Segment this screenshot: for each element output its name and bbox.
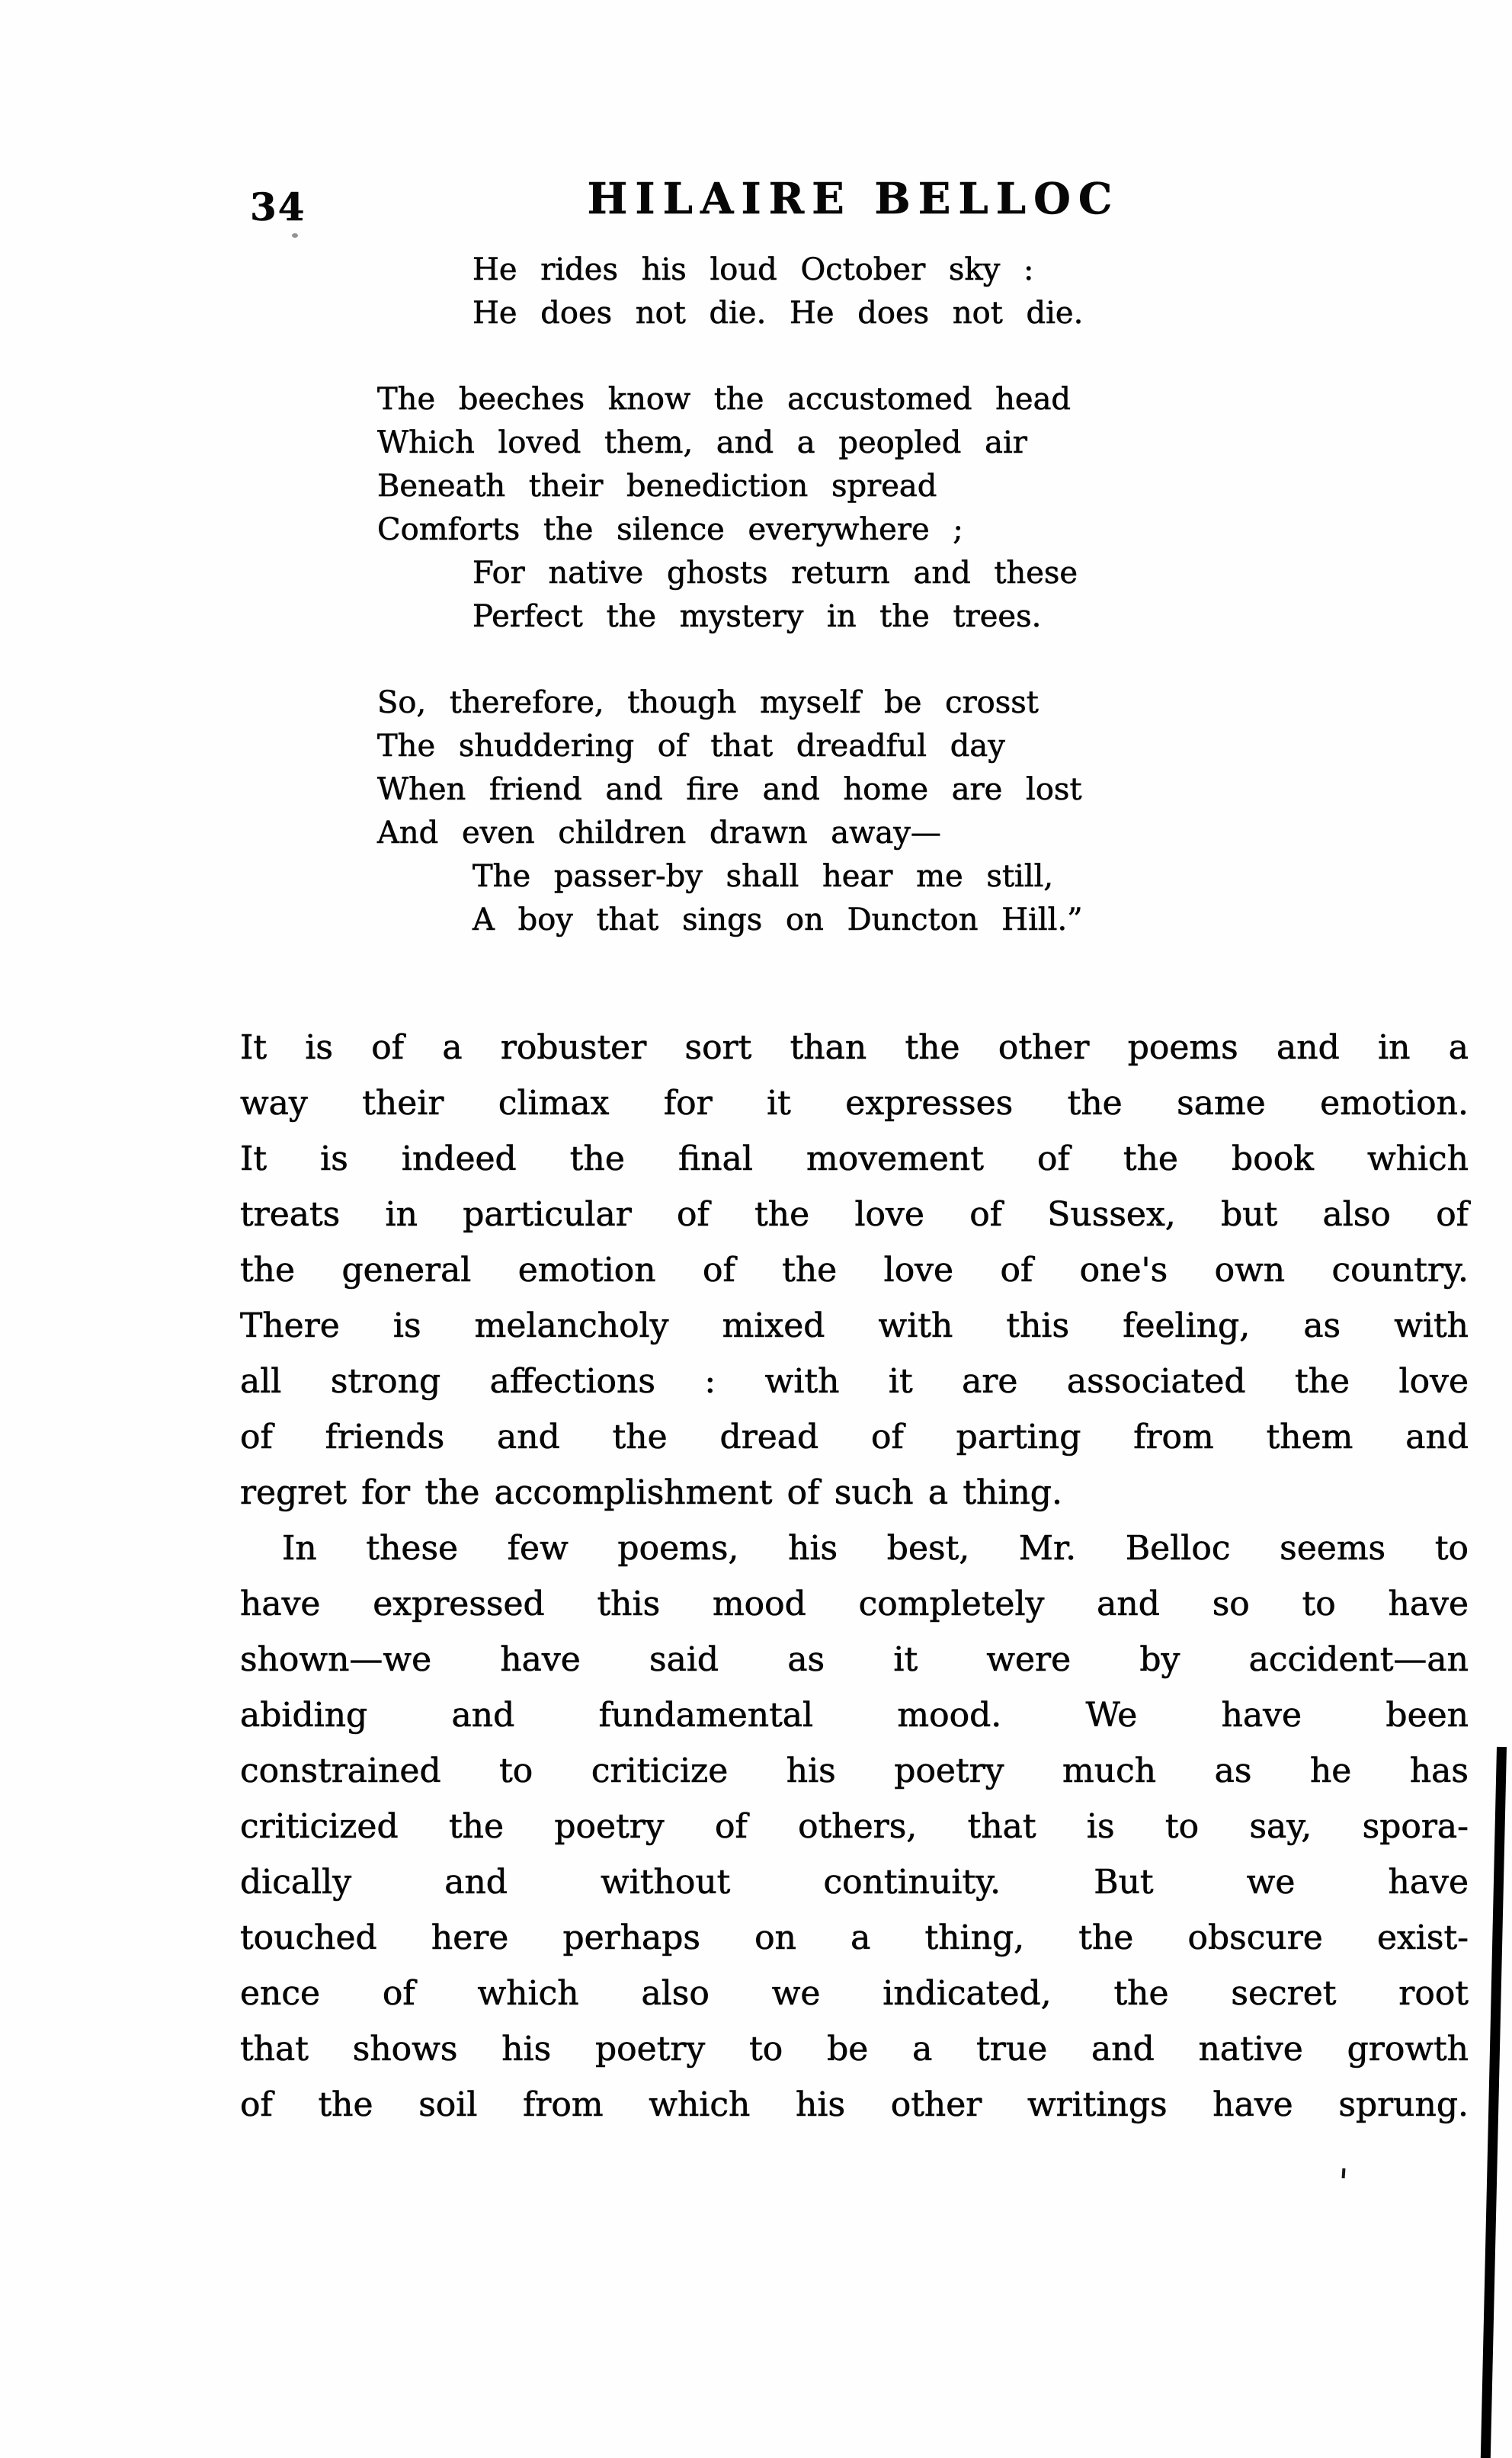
prose-line: There is melancholy mixed with this feeling, as with xyxy=(240,1306,1469,1345)
poem-line: A boy that sings on Duncton Hill.” xyxy=(472,902,1083,937)
poem-line: When friend and fire and home are lost xyxy=(377,772,1082,807)
prose-line: In these few poems, his best, Mr. Belloc seems to xyxy=(282,1529,1469,1568)
prose-line: criticized the poetry of others, that is to say, spora- xyxy=(240,1807,1469,1846)
poem-stanza xyxy=(377,378,1292,639)
prose-line: treats in particular of the love of Sussex, but also of xyxy=(240,1195,1469,1234)
prose-line: way their climax for it expresses the same emotion. xyxy=(240,1084,1469,1123)
poem-stanza xyxy=(377,248,1292,335)
poem-line: Perfect the mystery in the trees. xyxy=(472,599,1042,634)
prose-line: It is indeed the final movement of the book which xyxy=(240,1139,1469,1178)
poem-line: For native ghosts return and these xyxy=(472,556,1078,591)
poem-block xyxy=(377,248,1292,942)
prose-line: dically and without continuity. But we have xyxy=(240,1863,1469,1902)
poem-line: He rides his loud October sky : xyxy=(472,252,1034,287)
poem-line: Comforts the silence everywhere ; xyxy=(377,512,963,547)
prose-line: of the soil from which his other writings have sprung. xyxy=(240,2085,1469,2124)
prose-line: ence of which also we indicated, the secret root xyxy=(240,1974,1469,2013)
prose-line: all strong affections : with it are associated the love xyxy=(240,1362,1469,1401)
prose-line: of friends and the dread of parting from them and xyxy=(240,1418,1469,1457)
poem-line: Beneath their benediction spread xyxy=(377,469,937,504)
poem-stanza xyxy=(377,681,1292,942)
scan-page-edge-line xyxy=(1480,1747,1507,2458)
prose-line: constrained to criticize his poetry much as he has xyxy=(240,1751,1469,1790)
prose-line: touched here perhaps on a thing, the obscure exist- xyxy=(240,1918,1469,1957)
poem-line: The beeches know the accustomed head xyxy=(377,382,1072,417)
prose-line: It is of a robuster sort than the other poems and in a xyxy=(240,1028,1469,1067)
poem-line: So, therefore, though myself be crosst xyxy=(377,685,1039,720)
scan-speck xyxy=(292,233,298,238)
poem-line: He does not die. He does not die. xyxy=(472,296,1084,331)
prose-block xyxy=(240,1020,1469,2133)
scan-speck xyxy=(1342,2168,1346,2178)
prose-line: abiding and fundamental mood. We have been xyxy=(240,1696,1469,1735)
poem-line: The shuddering of that dreadful day xyxy=(377,729,1005,764)
prose-line: that shows his poetry to be a true and native growth xyxy=(240,2030,1469,2069)
page-header xyxy=(0,174,1512,235)
prose-paragraph xyxy=(240,1020,1469,1521)
prose-paragraph xyxy=(240,1521,1469,2133)
page-number: 34 xyxy=(250,184,306,229)
poem-line: Which loved them, and a peopled air xyxy=(377,425,1027,460)
prose-line: regret for the accomplishment of such a thing. xyxy=(240,1473,1062,1512)
poem-line: The passer-by shall hear me still, xyxy=(472,859,1054,894)
prose-line: the general emotion of the love of one's own country. xyxy=(240,1251,1469,1290)
prose-line: have expressed this mood completely and so to have xyxy=(240,1585,1469,1623)
running-header-title: HILAIRE BELLOC xyxy=(587,174,1120,224)
prose-line: shown—we have said as it were by accident—an xyxy=(240,1640,1469,1679)
poem-line: And even children drawn away— xyxy=(377,816,941,851)
